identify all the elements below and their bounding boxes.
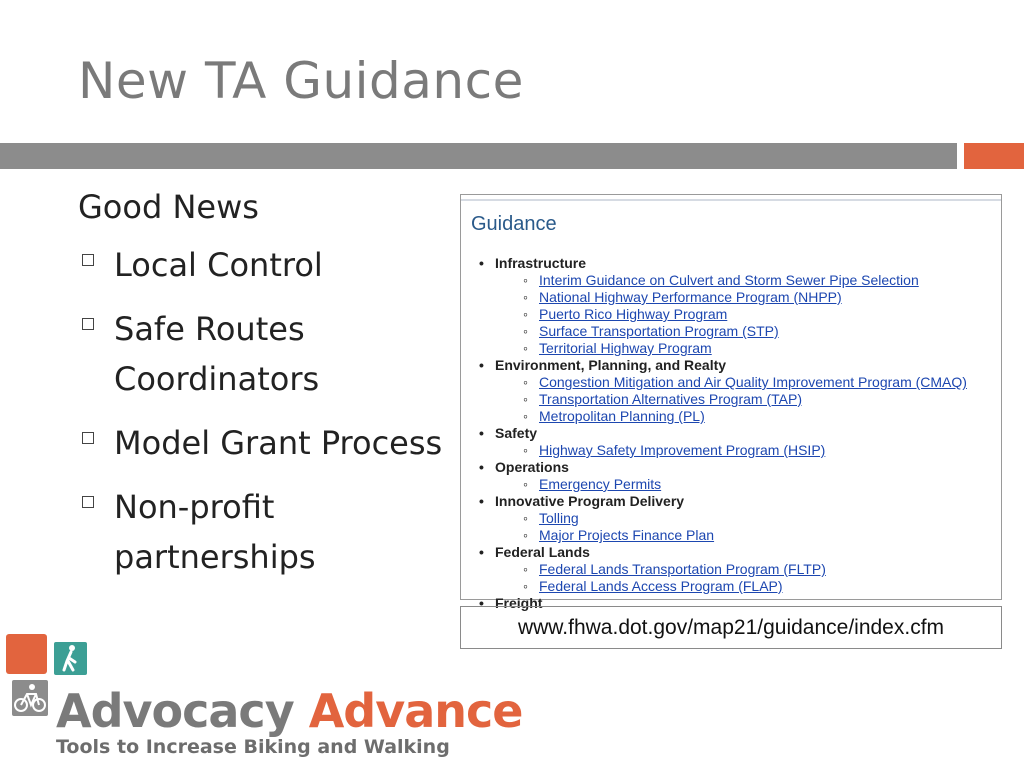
guidance-link[interactable]: Transportation Alternatives Program (TAP)	[539, 391, 802, 407]
source-url: www.fhwa.dot.gov/map21/guidance/index.cfm	[460, 606, 1002, 649]
bullet-item: Local Control	[78, 240, 468, 290]
guidance-section	[495, 357, 967, 425]
guidance-link[interactable]: Metropolitan Planning (PL)	[539, 408, 705, 424]
guidance-link[interactable]: Major Projects Finance Plan	[539, 527, 715, 543]
square-bullet-icon	[82, 318, 94, 330]
square-bullet-icon	[82, 432, 94, 444]
guidance-section	[495, 544, 967, 595]
bullet-item: Model Grant Process	[78, 418, 468, 468]
title-accent-bar	[964, 143, 1024, 169]
section-label: Environment, Planning, and Realty	[495, 357, 727, 373]
section-label: Infrastructure	[495, 255, 587, 271]
guidance-link[interactable]: Territorial Highway Program	[539, 340, 712, 356]
logo-orange-square	[6, 634, 47, 674]
section-label: Federal Lands	[495, 544, 590, 560]
advocacy-advance-logo	[4, 632, 524, 762]
slide-title: New TA Guidance	[78, 52, 524, 110]
guidance-link[interactable]: Emergency Permits	[539, 476, 662, 492]
guidance-link[interactable]: Surface Transportation Program (STP)	[539, 323, 779, 339]
guidance-link[interactable]: Congestion Mitigation and Air Quality Improvement Program (CMAQ)	[539, 374, 967, 390]
bicycle-icon	[12, 680, 48, 716]
guidance-section	[495, 255, 967, 357]
guidance-sections	[495, 255, 967, 612]
guidance-heading: Guidance	[471, 213, 557, 235]
guidance-section	[495, 459, 967, 493]
logo-tagline: Tools to Increase Biking and Walking	[56, 736, 450, 758]
guidance-section	[495, 425, 967, 459]
section-label: Innovative Program Delivery	[495, 493, 685, 509]
guidance-screenshot	[460, 194, 1002, 611]
square-bullet-icon	[82, 496, 94, 508]
logo-wordmark: Advocacy Advance	[56, 684, 523, 738]
bullet-item: Non-profit partnerships	[78, 482, 468, 582]
bullet-list	[78, 188, 468, 596]
bullet-item: Safe Routes Coordinators	[78, 304, 468, 404]
title-divider-bar	[0, 143, 957, 169]
pedestrian-icon	[54, 642, 87, 675]
guidance-link[interactable]: Puerto Rico Highway Program	[539, 306, 728, 322]
guidance-link[interactable]: Interim Guidance on Culvert and Storm Sewer Pipe Selection	[539, 272, 919, 288]
intro-text: Good News	[78, 188, 259, 226]
guidance-link[interactable]: Federal Lands Access Program (FLAP)	[539, 578, 783, 594]
guidance-link[interactable]: Highway Safety Improvement Program (HSIP)	[539, 442, 826, 458]
section-label: Safety	[495, 425, 538, 441]
guidance-link[interactable]: National Highway Performance Program (NHPP)	[539, 289, 842, 305]
guidance-section	[495, 493, 967, 544]
guidance-link[interactable]: Tolling	[539, 510, 579, 526]
section-label: Freight	[495, 595, 543, 611]
section-label: Operations	[495, 459, 569, 475]
square-bullet-icon	[82, 254, 94, 266]
guidance-link[interactable]: Federal Lands Transportation Program (FLTP)	[539, 561, 826, 577]
